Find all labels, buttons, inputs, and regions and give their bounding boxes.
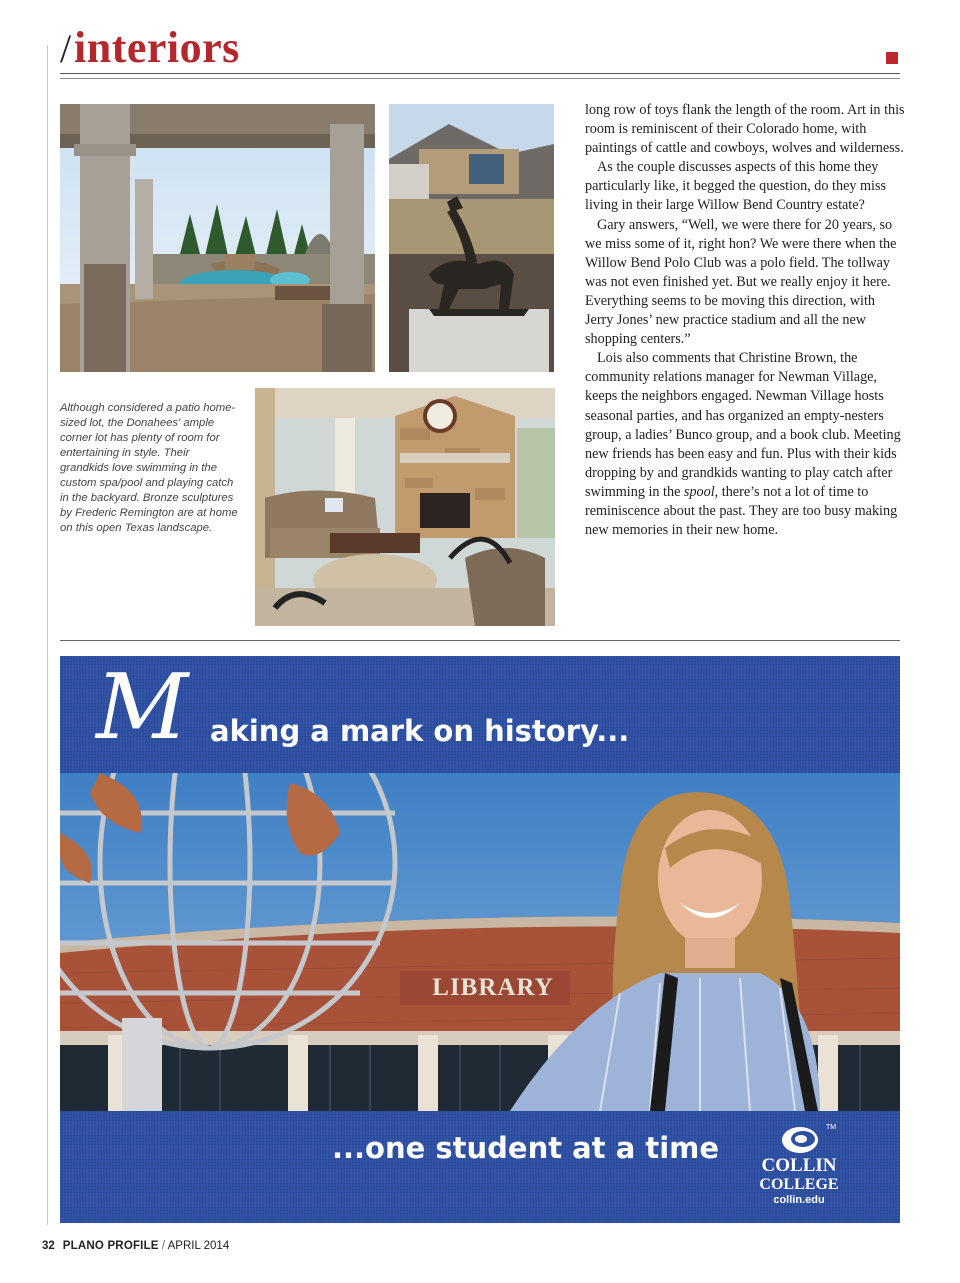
article-paragraph-4-part-a: Lois also comments that Christine Brown, the community relations manager for Newman Village, keeps the neighbors engaged. Newman Village hosts seasonal parties, and has organized an empty-nesters group, a ladies’ Bunco group, and a book club. Meeting new friends has been easy and fun. Plus with their kids dropping by and grandkids wanting to play catch after swimming in the — [585, 350, 901, 500]
college-name-line-1: COLLIN — [761, 1155, 837, 1176]
article-paragraph-4-part-b: , there’s not a lot of time to reminiscence about the past. They are too busy making new memories in their new home. — [585, 483, 898, 539]
bronze-sculpture-photo — [389, 104, 554, 372]
page-number: 32 — [42, 1240, 55, 1252]
section-slash: / — [60, 26, 72, 71]
ad-headline-text: aking a mark on history... — [210, 714, 630, 748]
library-building-sign: LIBRARY — [432, 974, 554, 1001]
photo-caption: Although considered a patio home-sized lot, the Donahees' ample corner lot has plenty of room for entertaining in style. Their grandkids love swimming in the custom spa/pool and playing catch in the backyard. Bronze sculptures by Frederic Remington are at home on this open Texas landscape. — [60, 402, 238, 534]
article-italic-word: spool — [683, 483, 715, 500]
college-name-line-2: COLLEGE — [759, 1176, 839, 1193]
article-paragraph-1: long row of toys flank the length of the room. Art in this room is reminiscent of their Colorado home, with paintings of cattle and cowboys, wolves and wilderness. — [585, 102, 905, 157]
magazine-name: PLANO PROFILE — [62, 1240, 159, 1252]
collin-college-logo — [744, 1124, 854, 1214]
left-margin-rule — [47, 45, 48, 1225]
page-footer — [42, 1240, 229, 1252]
ad-tagline: ...one student at a time — [332, 1131, 720, 1165]
ad-photo-library-student — [60, 773, 900, 1111]
section-title: interiors — [74, 23, 240, 72]
section-marker-square — [886, 52, 898, 64]
article-paragraph-4 — [585, 349, 905, 540]
issue-date: APRIL 2014 — [167, 1240, 230, 1252]
trademark-symbol: TM — [826, 1124, 837, 1131]
header-rule-1 — [60, 73, 900, 74]
patio-pool-photo — [60, 104, 375, 372]
collin-college-ad — [60, 656, 900, 1223]
footer-separator: / — [158, 1240, 168, 1252]
section-divider-rule — [60, 640, 900, 641]
covered-patio-fireplace-photo — [255, 388, 555, 626]
header-rule-2 — [60, 78, 900, 79]
article-paragraph-2: As the couple discusses aspects of this home they particularly like, it begged the question, do they miss living in their large Willow Bend Country estate? — [585, 159, 887, 214]
article-paragraph-3: Gary answers, “Well, we were there for 20 years, so we miss some of it, right hon? We were there when the Willow Bend Polo Club was a polo field. The tollway was not even finished yet. But we really enjoy it here. Everything seems to be moving this direction, with Jerry Jones’ new practice stadium and all the new shopping centers.” — [585, 216, 897, 348]
ad-headline-initial: M — [96, 656, 189, 760]
collin-college-swoosh-icon — [780, 1124, 820, 1154]
college-url: collin.edu — [773, 1194, 825, 1206]
article-body — [585, 101, 905, 540]
